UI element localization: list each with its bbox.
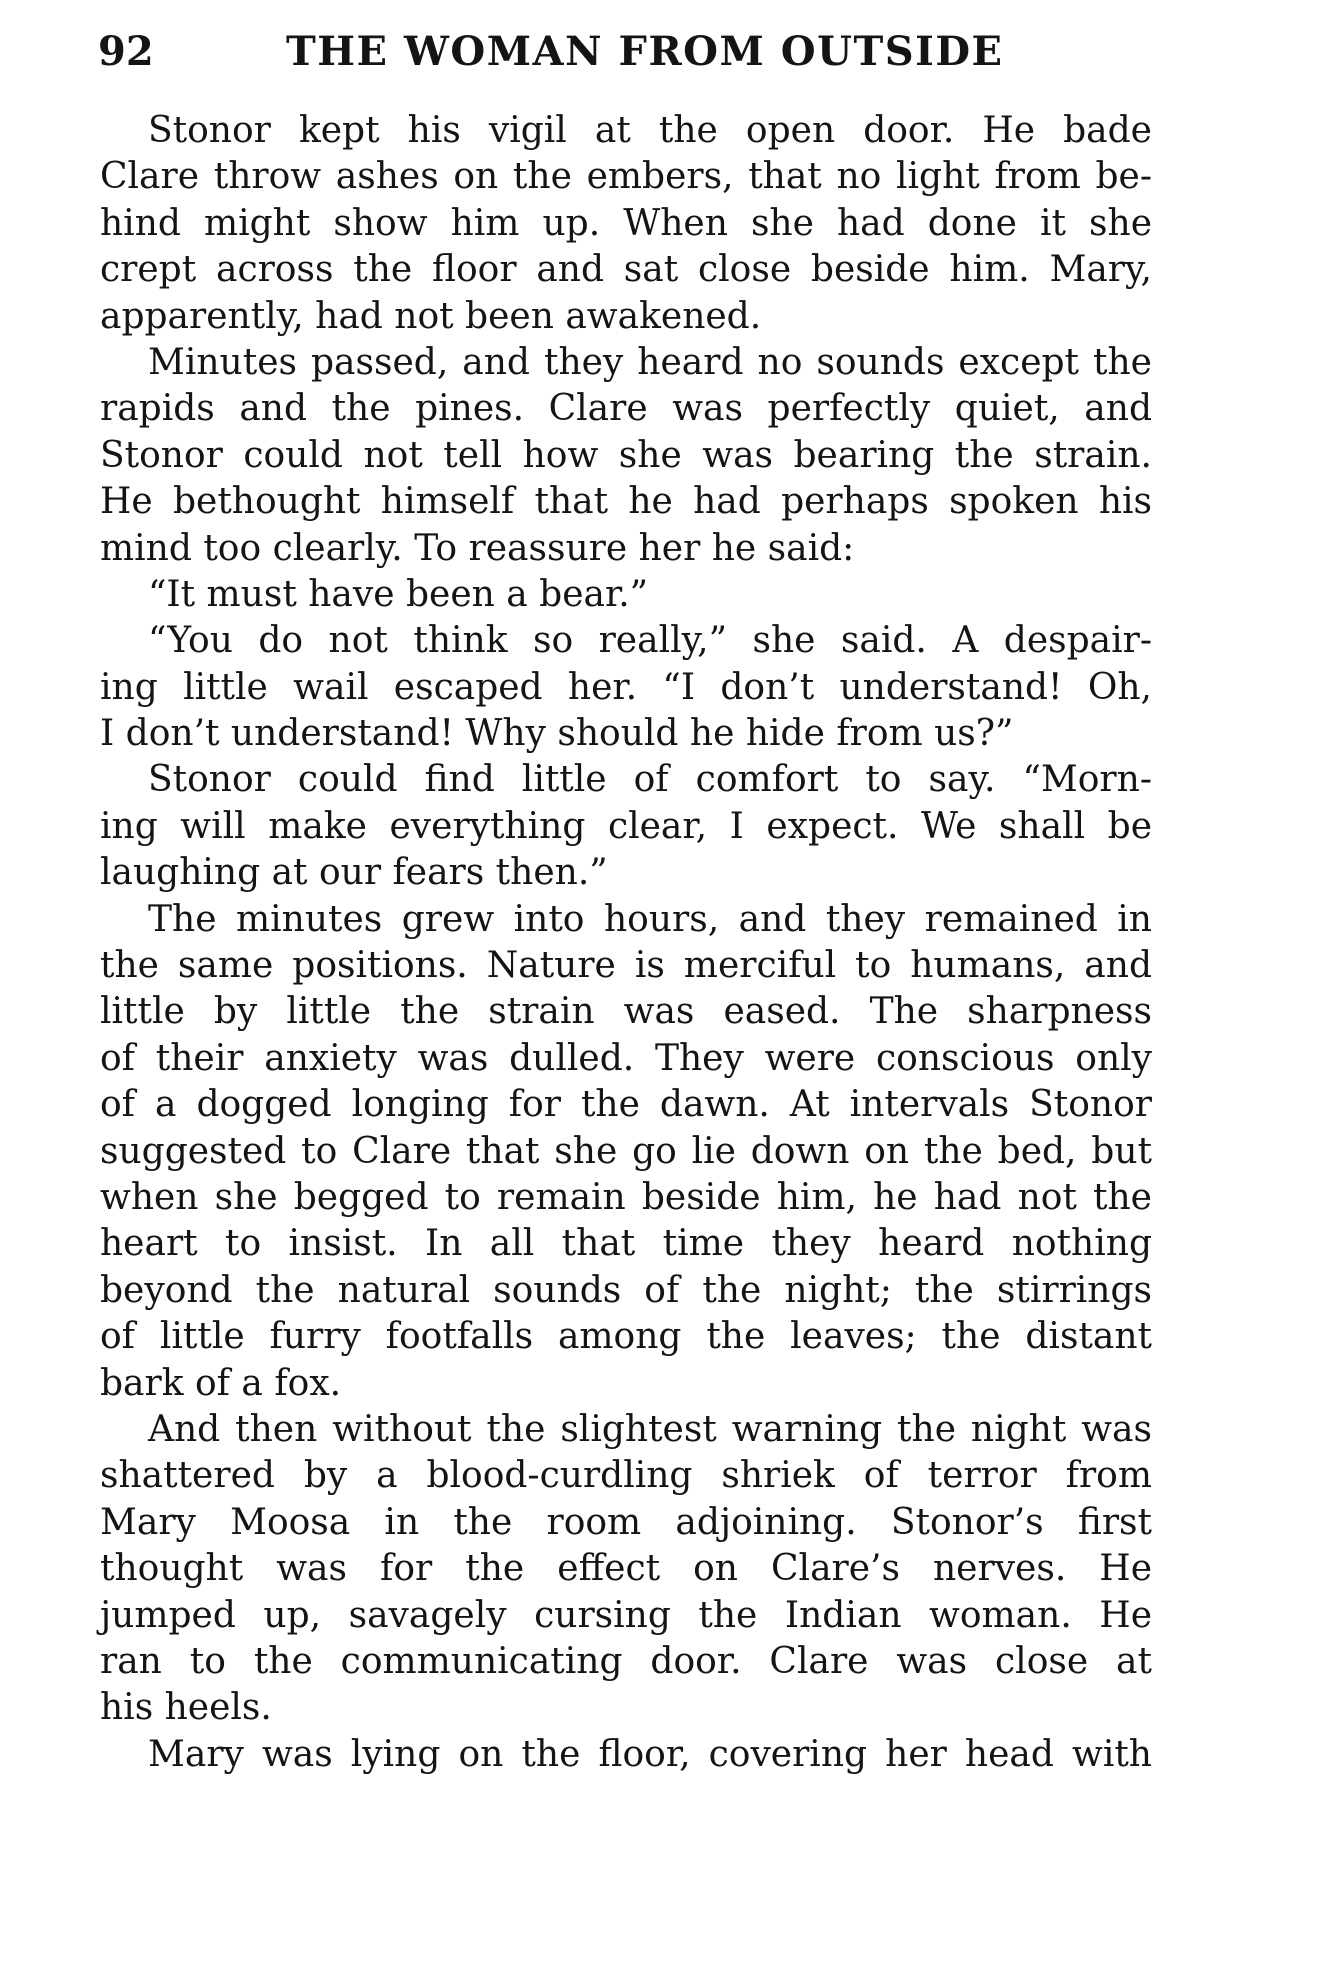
- text-line: I don’t understand! Why should he hide from us?”: [100, 713, 1014, 755]
- paragraph: [100, 572, 1152, 618]
- text-line: Minutes passed, and they heard no sounds except the: [148, 341, 1152, 383]
- text-line: hind might show him up. When she had done it she: [100, 202, 1152, 244]
- paragraph: [100, 1407, 1152, 1732]
- text-line: mind too clearly. To reassure her he said:: [100, 527, 855, 569]
- text-line: The minutes grew into hours, and they remained in: [148, 898, 1152, 940]
- paragraph: [100, 340, 1152, 572]
- text-line: Clare throw ashes on the embers, that no light from be-: [100, 156, 1152, 198]
- text-line: Mary was lying on the floor, covering her head with: [148, 1733, 1152, 1775]
- text-line: Stonor kept his vigil at the open door. He bade: [148, 110, 1152, 151]
- text-line: crept across the floor and sat close beside him. Mary,: [100, 249, 1152, 291]
- text-line: “You do not think so really,” she said. A despair-: [148, 620, 1152, 662]
- body-text: [100, 108, 1152, 1778]
- text-line: his heels.: [100, 1687, 272, 1729]
- text-line: bark of a fox.: [100, 1362, 342, 1404]
- text-line: beyond the natural sounds of the night; the stirrings: [100, 1269, 1152, 1311]
- text-line: heart to insist. In all that time they heard nothing: [100, 1223, 1152, 1265]
- text-line: Stonor could find little of comfort to say. “Morn-: [148, 759, 1152, 801]
- text-line: of their anxiety was dulled. They were conscious only: [100, 1037, 1152, 1079]
- text-line: when she begged to remain beside him, he had not the: [100, 1176, 1152, 1218]
- text-line: He bethought himself that he had perhaps spoken his: [100, 481, 1152, 523]
- text-line: ing will make everything clear, I expect. We shall be: [100, 805, 1152, 847]
- paragraph: [100, 618, 1152, 757]
- text-line: the same positions. Nature is merciful to humans, and: [100, 945, 1152, 987]
- running-title: THE WOMAN FROM OUTSIDE: [286, 28, 1004, 75]
- text-line: “It must have been a bear.”: [148, 573, 649, 615]
- text-line: of a dogged longing for the dawn. At intervals Stonor: [100, 1084, 1152, 1126]
- text-line: apparently, had not been awakened.: [100, 295, 762, 337]
- paragraph: [100, 1732, 1152, 1778]
- text-line: And then without the slightest warning the night was: [148, 1408, 1152, 1450]
- text-line: suggested to Clare that she go lie down on the bed, but: [100, 1130, 1152, 1172]
- text-line: Stonor could not tell how she was bearing the strain.: [100, 434, 1152, 476]
- text-line: rapids and the pines. Clare was perfectly quiet, and: [100, 388, 1152, 430]
- text-line: little by little the strain was eased. The sharpness: [100, 991, 1152, 1033]
- text-line: shattered by a blood-curdling shriek of terror from: [100, 1455, 1152, 1497]
- paragraph: [100, 757, 1152, 896]
- text-line: Mary Moosa in the room adjoining. Stonor’s first: [100, 1501, 1152, 1543]
- page-header: [98, 22, 1004, 82]
- text-line: ing little wail escaped her. “I don’t understand! Oh,: [100, 666, 1152, 708]
- text-line: laughing at our fears then.”: [100, 852, 608, 894]
- page-number: 92: [98, 28, 154, 75]
- paragraph: [100, 108, 1152, 340]
- paragraph: [100, 897, 1152, 1407]
- text-line: ran to the communicating door. Clare was close at: [100, 1640, 1152, 1682]
- text-line: thought was for the effect on Clare’s nerves. He: [100, 1548, 1152, 1590]
- text-line: of little furry footfalls among the leaves; the distant: [100, 1316, 1152, 1358]
- text-line: jumped up, savagely cursing the Indian woman. He: [100, 1594, 1152, 1636]
